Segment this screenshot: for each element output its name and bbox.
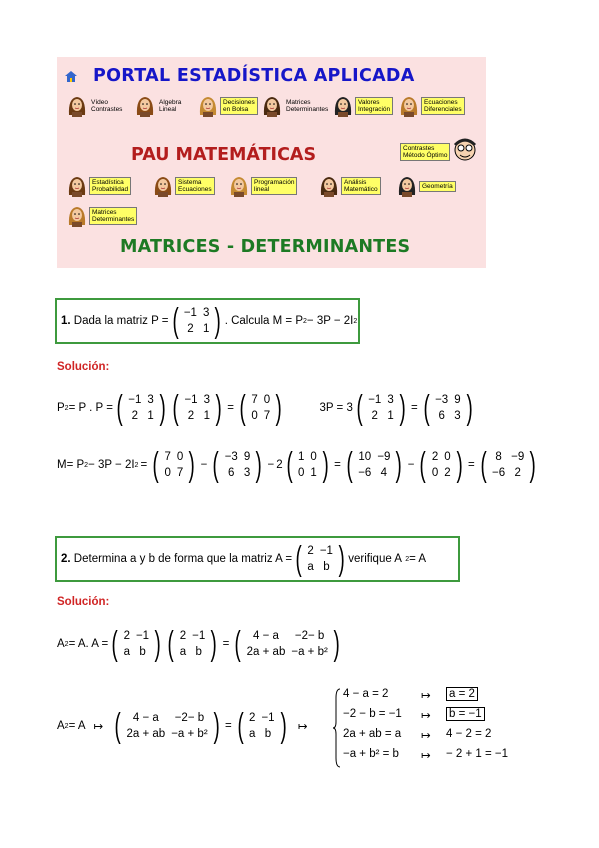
matrix-cell: 2a + ab [246,646,286,658]
person-avatar-icon [319,175,339,197]
equation-result: − 2 + 1 = −1 [446,748,509,760]
matrix-cell: 2 [249,712,256,724]
nav-link-label: Decisiones en Bolsa [220,97,258,115]
matrix-cell: −a + b² [291,646,328,658]
person-avatar-icon [153,175,173,197]
matrix-cell: 4 − a [132,712,159,724]
matrix-cell: −1 [319,545,333,557]
maps-to-arrow: ↦ [297,721,308,733]
matrix-cell: 2 [444,467,451,479]
pau-link-label: Programación lineal [251,177,297,195]
pau-link-label: Estadística Probabilidad [89,177,131,195]
matrix-cell: b [139,646,146,658]
matrix-cell: 7 [176,467,184,479]
matrix: ( 2 −1 a b ) [237,707,287,745]
matrix: ( −1 3 2 1 ) [172,389,222,427]
pau-link-1[interactable] [153,175,215,197]
pau-link-label: Análisis Matemático [341,177,381,195]
maps-to-arrow: ↦ [421,750,431,762]
matrix-cell: 6 [228,467,235,479]
pau-link-4[interactable] [397,175,456,197]
matrix-cell: 7 [251,394,258,406]
pau-link-2[interactable] [229,175,297,197]
matrix-cell: a [179,646,187,658]
matrix-cell: −1 [184,394,198,406]
matrix-cell: −1 [128,394,142,406]
matrix-cell: 1 [310,467,317,479]
matrix-cell: 0 [431,467,439,479]
matrix-cell: −6 [358,467,372,479]
problem-number: 1. [61,315,71,327]
matrix-cell: −9 [511,451,525,463]
matrix-cell: 2 [179,630,187,642]
matrix-cell: −1 [368,394,382,406]
solution-label: Solución: [57,361,110,373]
person-avatar-icon [67,205,87,227]
matrix-cell: −2− b [294,630,325,642]
matrix-cell: b [264,728,272,740]
matrix-cell: −9 [377,451,391,463]
matrix: ( 1 0 0 1 ) [286,446,329,484]
equation-result: 4 − 2 = 2 [446,728,492,740]
nav-link-label: Vídeo Contrastes [91,99,123,113]
matrix: ( −1 3 2 1 ) [116,389,166,427]
matrix-cell: 9 [454,394,461,406]
section-title: MATRICES - DETERMINANTES [120,237,411,257]
cartoon-face-icon [452,137,478,167]
matrix-cell: 3 [147,394,154,406]
matrix-cell: 0 [310,451,317,463]
person-avatar-icon [229,175,249,197]
nav-link-0[interactable] [67,95,124,117]
nav-link-3[interactable] [262,95,330,117]
solution-label: Solución: [57,596,110,608]
matrix-cell: −a + b² [171,728,208,740]
matrix-cell: b [323,561,330,573]
matrix-cell: 1 [298,451,305,463]
matrix-cell: 0 [164,467,171,479]
matrix-cell: 1 [387,410,394,422]
person-avatar-icon [198,95,218,117]
matrix-cell: a [249,728,256,740]
matrix-cell: 4 [380,467,388,479]
matrix: ( 10 −9 −6 4 ) [346,446,403,484]
matrix-cell: 0 [176,451,184,463]
matrix-cell: 9 [243,451,251,463]
nav-link-5[interactable] [399,95,465,117]
solution-2-line-2: A 2 = A ↦ ( 4 − a −2− b 2a + ab −a + b² ) = ( 2 −1 a b ) ↦ [57,709,316,743]
pau-title: PAU MATEMÁTICAS [131,145,317,165]
matrix-cell: 2 [131,410,139,422]
person-avatar-icon [397,175,417,197]
person-avatar-icon [135,95,155,117]
matrix-cell: −1 [192,630,206,642]
matrix-cell: a [123,646,130,658]
person-avatar-icon [333,95,353,117]
matrix-p: ( −1 3 2 1 ) [172,302,222,340]
maps-to-arrow: ↦ [421,730,431,742]
matrix-cell: 2 [123,630,130,642]
matrix-cell: 2 [431,451,439,463]
matrix: ( −3 9 6 3 ) [212,446,262,484]
pau-link-0[interactable] [67,175,131,197]
equation-result: b = −1 [446,708,485,720]
matrix-cell: 6 [438,410,445,422]
matrix-cell: 2 [187,410,195,422]
matrix: ( 7 0 0 7 ) [152,446,196,484]
matrix: ( 4 − a −2− b 2a + ab −a + b² ) [114,707,220,745]
nav-link-2[interactable] [198,95,258,117]
matrix-cell: 7 [263,410,271,422]
side-link-contrastes[interactable] [400,137,478,167]
matrix-cell: 8 [495,451,502,463]
pau-link-label: Matrices Determinantes [89,207,137,225]
person-avatar-icon [399,95,419,117]
matrix-cell: 2 [187,323,194,335]
matrix-cell: 1 [202,323,210,335]
matrix-cell: b [195,646,202,658]
matrix-cell: 1 [147,410,154,422]
matrix-cell: 3 [243,467,251,479]
matrix-cell: 3 [203,394,210,406]
solution-2-line-1: A 2 = A. A = ( 2 −1 a b ) ( 2 −1 a b ) = ( 4 − a −2− b 2a + ab −a + b² ) [57,627,343,661]
home-icon[interactable] [65,71,77,82]
matrix-cell: −2− b [174,712,205,724]
maps-to-arrow: ↦ [421,690,431,702]
nav-link-label: Algebra Lineal [159,99,182,113]
side-link-label: Contrastes Método Óptimo [400,143,450,161]
pau-link-label: Sistema Ecuaciones [175,177,215,195]
matrix-cell: 2 [307,545,314,557]
matrix-cell: −1 [261,712,275,724]
matrix-cell: 7 [164,451,171,463]
matrix: ( −3 9 6 3 ) [423,389,473,427]
equation-result: a = 2 [446,688,478,700]
matrix: ( −1 3 2 1 ) [356,389,406,427]
person-avatar-icon [262,95,282,117]
matrix-cell: 3 [202,307,210,319]
matrix-cell: 2a + ab [126,728,166,740]
matrix: ( 8 −9 −6 2 ) [480,446,537,484]
matrix-cell: 0 [444,451,451,463]
matrix-cell: −6 [492,467,506,479]
problem-number: 2. [61,553,71,565]
matrix-a: ( 2 −1 a b ) [295,540,345,578]
equation: −a + b² = b [343,748,399,760]
pau-link-5[interactable] [67,205,137,227]
pau-link-label: Geometría [419,181,456,192]
matrix-cell: 3 [454,410,461,422]
matrix-cell: 10 [358,451,372,463]
nav-link-1[interactable] [135,95,183,117]
matrix: ( 2 −1 a b ) [167,625,218,663]
problem-2-box: 2. Determina a y b de forma que la matriz A = ( 2 −1 a b ) verifique A 2 = A [55,536,460,582]
matrix: ( 2 −1 a b ) [111,625,161,663]
nav-link-label: Matrices Determinantes [286,99,329,113]
matrix-cell: −3 [435,394,449,406]
brace-icon [333,688,341,768]
matrix: ( 2 0 0 2 ) [420,446,463,484]
matrix-cell: 0 [251,410,258,422]
matrix-cell: 1 [203,410,210,422]
person-avatar-icon [67,175,87,197]
matrix-cell: −1 [183,307,197,319]
matrix-cell: 2 [514,467,521,479]
nav-link-4[interactable] [333,95,393,117]
nav-link-label: Valores Integración [355,97,393,115]
equation-system [333,688,533,772]
nav-link-label: Ecuaciones Diferenciales [421,97,465,115]
maps-to-arrow: ↦ [93,721,104,733]
header-banner [57,57,486,268]
problem-1-box: 1. Dada la matriz P = ( −1 3 2 1 ) . Calcula M = P 2 − 3P − 2I 2 [55,298,360,344]
matrix-cell: −1 [135,630,150,642]
equation: −2 − b = −1 [343,708,402,720]
matrix: ( 7 0 0 7 ) [239,389,282,427]
matrix-cell: 0 [263,394,271,406]
matrix-cell: −3 [224,451,238,463]
maps-to-arrow: ↦ [421,710,431,722]
matrix-cell: a [307,561,314,573]
solution-1-line-2: M= P 2 − 3P − 2I 2 = ( 7 0 0 7 ) − ( −3 9 6 3 ) − 2 ( 1 0 0 1 ) = ( 10 −9 −6 4 ) − ( 2 0 0 2 ) = ( 8 −9 −6 2 ) [57,448,540,482]
equation: 2a + ab = a [343,728,402,740]
equation: 4 − a = 2 [343,688,389,700]
matrix-cell: 0 [298,467,305,479]
matrix: ( 4 − a −2− b 2a + ab −a + b² ) [234,625,340,663]
person-avatar-icon [67,95,87,117]
matrix-cell: 3 [387,394,394,406]
matrix-cell: 2 [371,410,378,422]
portal-title[interactable]: PORTAL ESTADÍSTICA APLICADA [93,66,415,86]
solution-1-line-1: P 2 = P . P = ( −1 3 2 1 ) ( −1 3 2 1 ) = ( 7 0 0 7 ) 3P = 3 ( −1 3 2 1 ) = ( −3 9 6 3 ) [57,391,476,425]
matrix-cell: 4 − a [253,630,279,642]
pau-link-3[interactable] [319,175,381,197]
